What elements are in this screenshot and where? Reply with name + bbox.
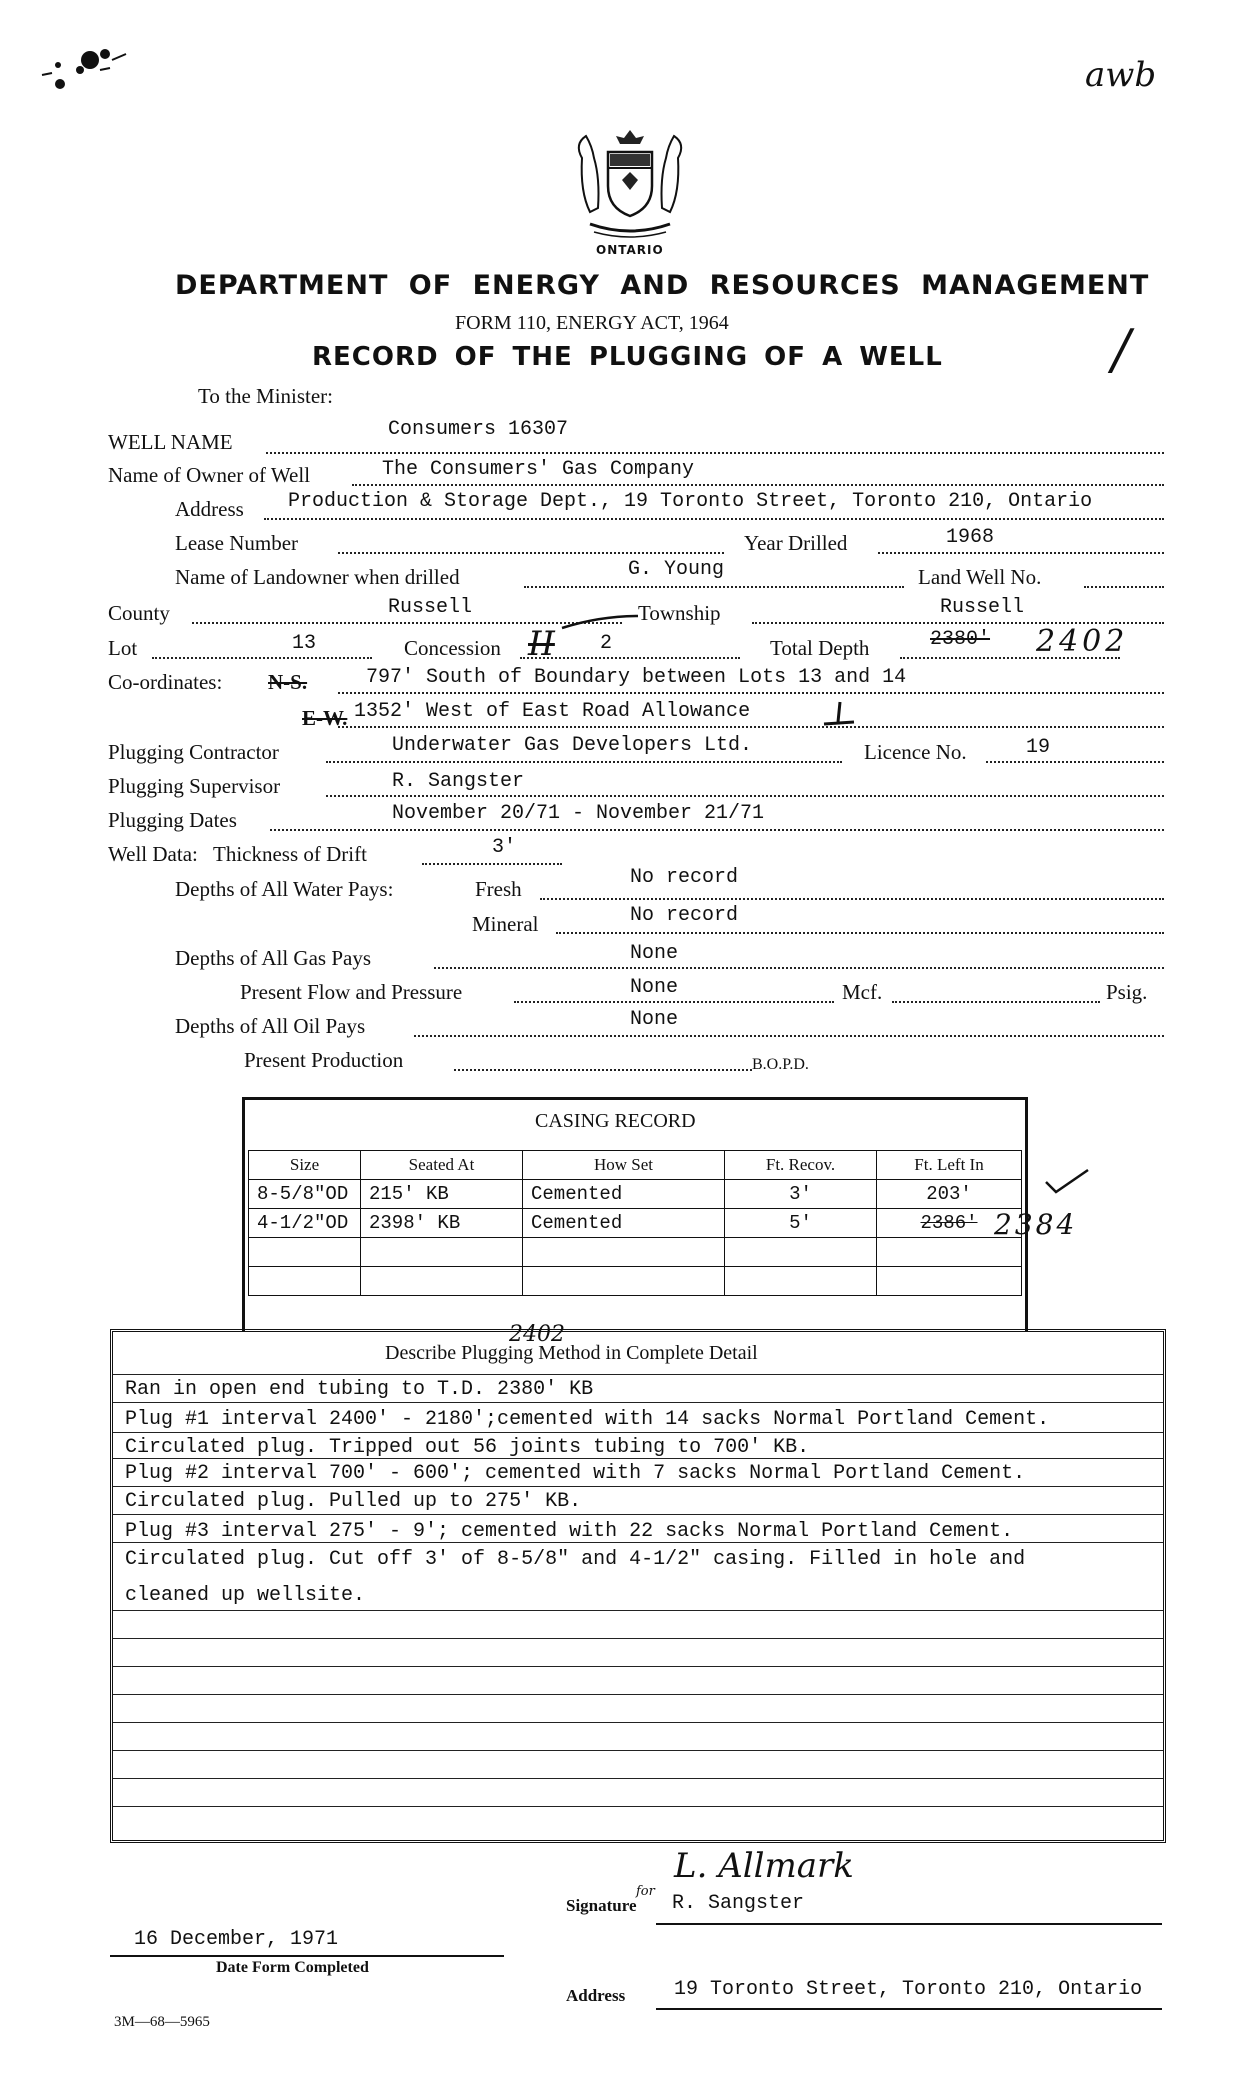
dates-value: November 20/71 - November 21/71 [392,802,765,825]
casing-check-icon [1042,1166,1092,1196]
signer-name: R. Sangster [672,1892,805,1915]
coordinates-label: Co-ordinates: [108,670,223,694]
well-name-dots [266,452,1164,454]
ew-check-icon [820,700,860,730]
mineral-dots [556,932,1164,934]
contractor-dots [326,761,842,763]
bopd-label: B.O.P.D. [752,1056,809,1073]
well-name-value: Consumers 16307 [388,418,569,441]
casing-table [248,1150,1022,1296]
drift-label: Thickness of Drift [213,842,367,866]
oil-pays-label: Depths of All Oil Pays [175,1014,366,1038]
address-value: Production & Storage Dept., 19 Toronto Street, Toronto 210, Ontario [288,490,1093,513]
method-title: Describe Plugging Method in Complete Detail [385,1342,758,1364]
lot-label: Lot [108,636,138,660]
owner-value: The Consumers' Gas Company [382,458,695,481]
lease-label: Lease Number [175,531,299,555]
casing-cell: 2386' [877,1209,1022,1238]
well-name-label: WELL NAME [108,430,233,454]
method-line-8: cleaned up wellsite. [125,1584,366,1607]
ew-dots [338,726,1164,728]
concession-label: Concession [404,636,501,660]
township-label: Township [638,601,721,625]
method-rule [113,1722,1163,1723]
ink-blot-icon [30,40,140,100]
casing-cell: Cemented [523,1180,725,1209]
method-line-2: Plug #1 interval 2400' - 2180';cemented with 14 sacks Normal Portland Cement. [125,1408,1050,1431]
method-box [110,1322,1166,1843]
dates-dots [270,829,1164,831]
method-line-4: Plug #2 interval 700' - 600'; cemented with 7 sacks Normal Portland Cement. [125,1462,1026,1485]
date-completed-label: Date Form Completed [216,1959,369,1976]
concession-struck-value: II [528,624,555,664]
casing-cell: 2398' KB [361,1209,523,1238]
method-line-7: Circulated plug. Cut off 3' of 8-5/8" and 4-1/2" casing. Filled in hole and [125,1548,1026,1571]
casing-cell: 5' [725,1209,877,1238]
county-dots [192,622,622,624]
drift-value: 3' [492,836,517,859]
concession-value: 2 [600,632,613,655]
method-rule [113,1750,1163,1751]
drift-dots [422,863,562,865]
supervisor-dots [326,795,1164,797]
margin-check-mark: / [1112,318,1131,381]
corner-handwriting: awb [1085,55,1157,95]
ew-label: E-W. [302,706,348,730]
lot-value: 13 [292,632,317,655]
method-rule [113,1432,1163,1433]
mineral-value: No record [630,904,739,927]
casing-record-title: CASING RECORD [535,1110,696,1132]
ink-blot-mark [30,40,140,105]
township-value: Russell [940,596,1025,619]
ew-value: 1352' West of East Road Allowance [354,700,751,723]
gas-pays-dots [434,967,1164,969]
supervisor-value: R. Sangster [392,770,525,793]
contractor-label: Plugging Contractor [108,740,279,764]
landowner-value: G. Young [628,558,725,581]
year-dots [878,552,1164,554]
ns-value: 797' South of Boundary between Lots 13 and 14 [366,666,907,689]
casing-col-size: Size [249,1151,361,1180]
licence-dots [986,761,1164,763]
flow-dots [514,1001,834,1003]
table-row [249,1238,1022,1267]
lease-dots [338,552,724,554]
method-rule [113,1542,1163,1543]
method-rule [113,1694,1163,1695]
total-depth-label: Total Depth [770,636,870,660]
dates-label: Plugging Dates [108,808,237,832]
fresh-value: No record [630,866,739,889]
table-row [249,1180,1022,1209]
coat-of-arms-icon [570,128,690,243]
method-hand-note: 2402 [509,1322,565,1347]
production-label: Present Production [244,1048,404,1072]
concession-strike-icon [560,612,640,632]
method-line-3: Circulated plug. Tripped out 56 joints tubing to 700' KB. [125,1436,810,1459]
year-label: Year Drilled [744,531,848,555]
fresh-label: Fresh [475,877,522,901]
mcf-dots [892,1001,1100,1003]
signature-handwritten: L. Allmark [674,1846,854,1886]
oil-pays-value: None [630,1008,679,1031]
casing-cell: Cemented [523,1209,725,1238]
total-depth-struck-value: 2380' [930,628,991,651]
owner-label: Name of Owner of Well [108,463,311,487]
casing-col-seated: Seated At [361,1151,523,1180]
licence-label: Licence No. [864,740,967,764]
mcf-label: Mcf. [842,980,883,1004]
land-well-dots [1084,586,1164,588]
owner-dots [352,484,1164,486]
method-rule [113,1486,1163,1487]
casing-row2-handwritten: 2384 [994,1208,1078,1241]
casing-cell: 4-1/2"OD [249,1209,361,1238]
landowner-label: Name of Landowner when drilled [175,565,460,589]
contractor-value: Underwater Gas Developers Ltd. [392,734,753,757]
form-subtitle: FORM 110, ENERGY ACT, 1964 [455,312,729,334]
method-rule [113,1458,1163,1459]
flow-label: Present Flow and Pressure [240,980,463,1004]
method-line-5: Circulated plug. Pulled up to 275' KB. [125,1490,582,1513]
method-line-6: Plug #3 interval 275' - 9'; cemented with 22 sacks Normal Portland Cement. [125,1520,1014,1543]
method-rule [113,1402,1163,1403]
casing-col-howset: How Set [523,1151,725,1180]
total-depth-handwritten: 2402 [1036,624,1129,659]
address-dots [264,518,1164,520]
table-row [249,1209,1022,1238]
signature-label: Signature [566,1896,637,1915]
form-code: 3M—68—5965 [114,2014,210,2030]
landowner-dots [524,586,904,588]
lot-dots [152,657,372,659]
gas-pays-value: None [630,942,679,965]
to-minister-label: To the Minister: [198,384,334,408]
method-rule [113,1638,1163,1639]
casing-cell: 203' [877,1180,1022,1209]
date-completed-value: 16 December, 1971 [134,1928,339,1951]
well-data-label: Well Data: [108,842,198,866]
province-label: ONTARIO [596,243,664,257]
address-line [656,2008,1162,2010]
date-line [110,1955,504,1957]
method-line-1: Ran in open end tubing to T.D. 2380' KB [125,1378,594,1401]
mineral-label: Mineral [472,912,539,936]
method-rule [113,1778,1163,1779]
casing-cell: 8-5/8"OD [249,1180,361,1209]
method-rule [113,1610,1163,1611]
record-title: RECORD OF THE PLUGGING OF A WELL [312,342,943,372]
signature-per: for [636,1884,655,1899]
oil-pays-dots [414,1035,1164,1037]
method-rule [113,1806,1163,1807]
casing-col-leftin: Ft. Left In [877,1151,1022,1180]
method-rule [113,1374,1163,1375]
flow-value: None [630,976,679,999]
land-well-label: Land Well No. [918,565,1042,589]
county-value: Russell [388,596,473,619]
year-value: 1968 [946,526,995,549]
table-row [249,1267,1022,1296]
supervisor-label: Plugging Supervisor [108,774,281,798]
ns-label: N-S. [268,670,308,694]
casing-header-row [249,1151,1022,1180]
county-label: County [108,601,170,625]
footer-address-value: 19 Toronto Street, Toronto 210, Ontario [674,1978,1143,2001]
gas-pays-label: Depths of All Gas Pays [175,946,371,970]
psig-label: Psig. [1106,980,1148,1004]
coat-of-arms-logo [570,128,690,248]
signature-line [656,1923,1162,1925]
department-title: DEPARTMENT OF ENERGY AND RESOURCES MANAGEMENT [175,270,1150,301]
fresh-dots [540,898,1164,900]
method-rule [113,1514,1163,1515]
production-dots [454,1069,752,1071]
ns-dots [338,692,1164,694]
casing-col-recov: Ft. Recov. [725,1151,877,1180]
footer-address-label: Address [566,1986,626,2005]
licence-value: 19 [1026,736,1051,759]
water-pays-label: Depths of All Water Pays: [175,877,394,901]
casing-cell: 215' KB [361,1180,523,1209]
address-label: Address [175,497,244,521]
casing-cell: 3' [725,1180,877,1209]
method-rule [113,1666,1163,1667]
